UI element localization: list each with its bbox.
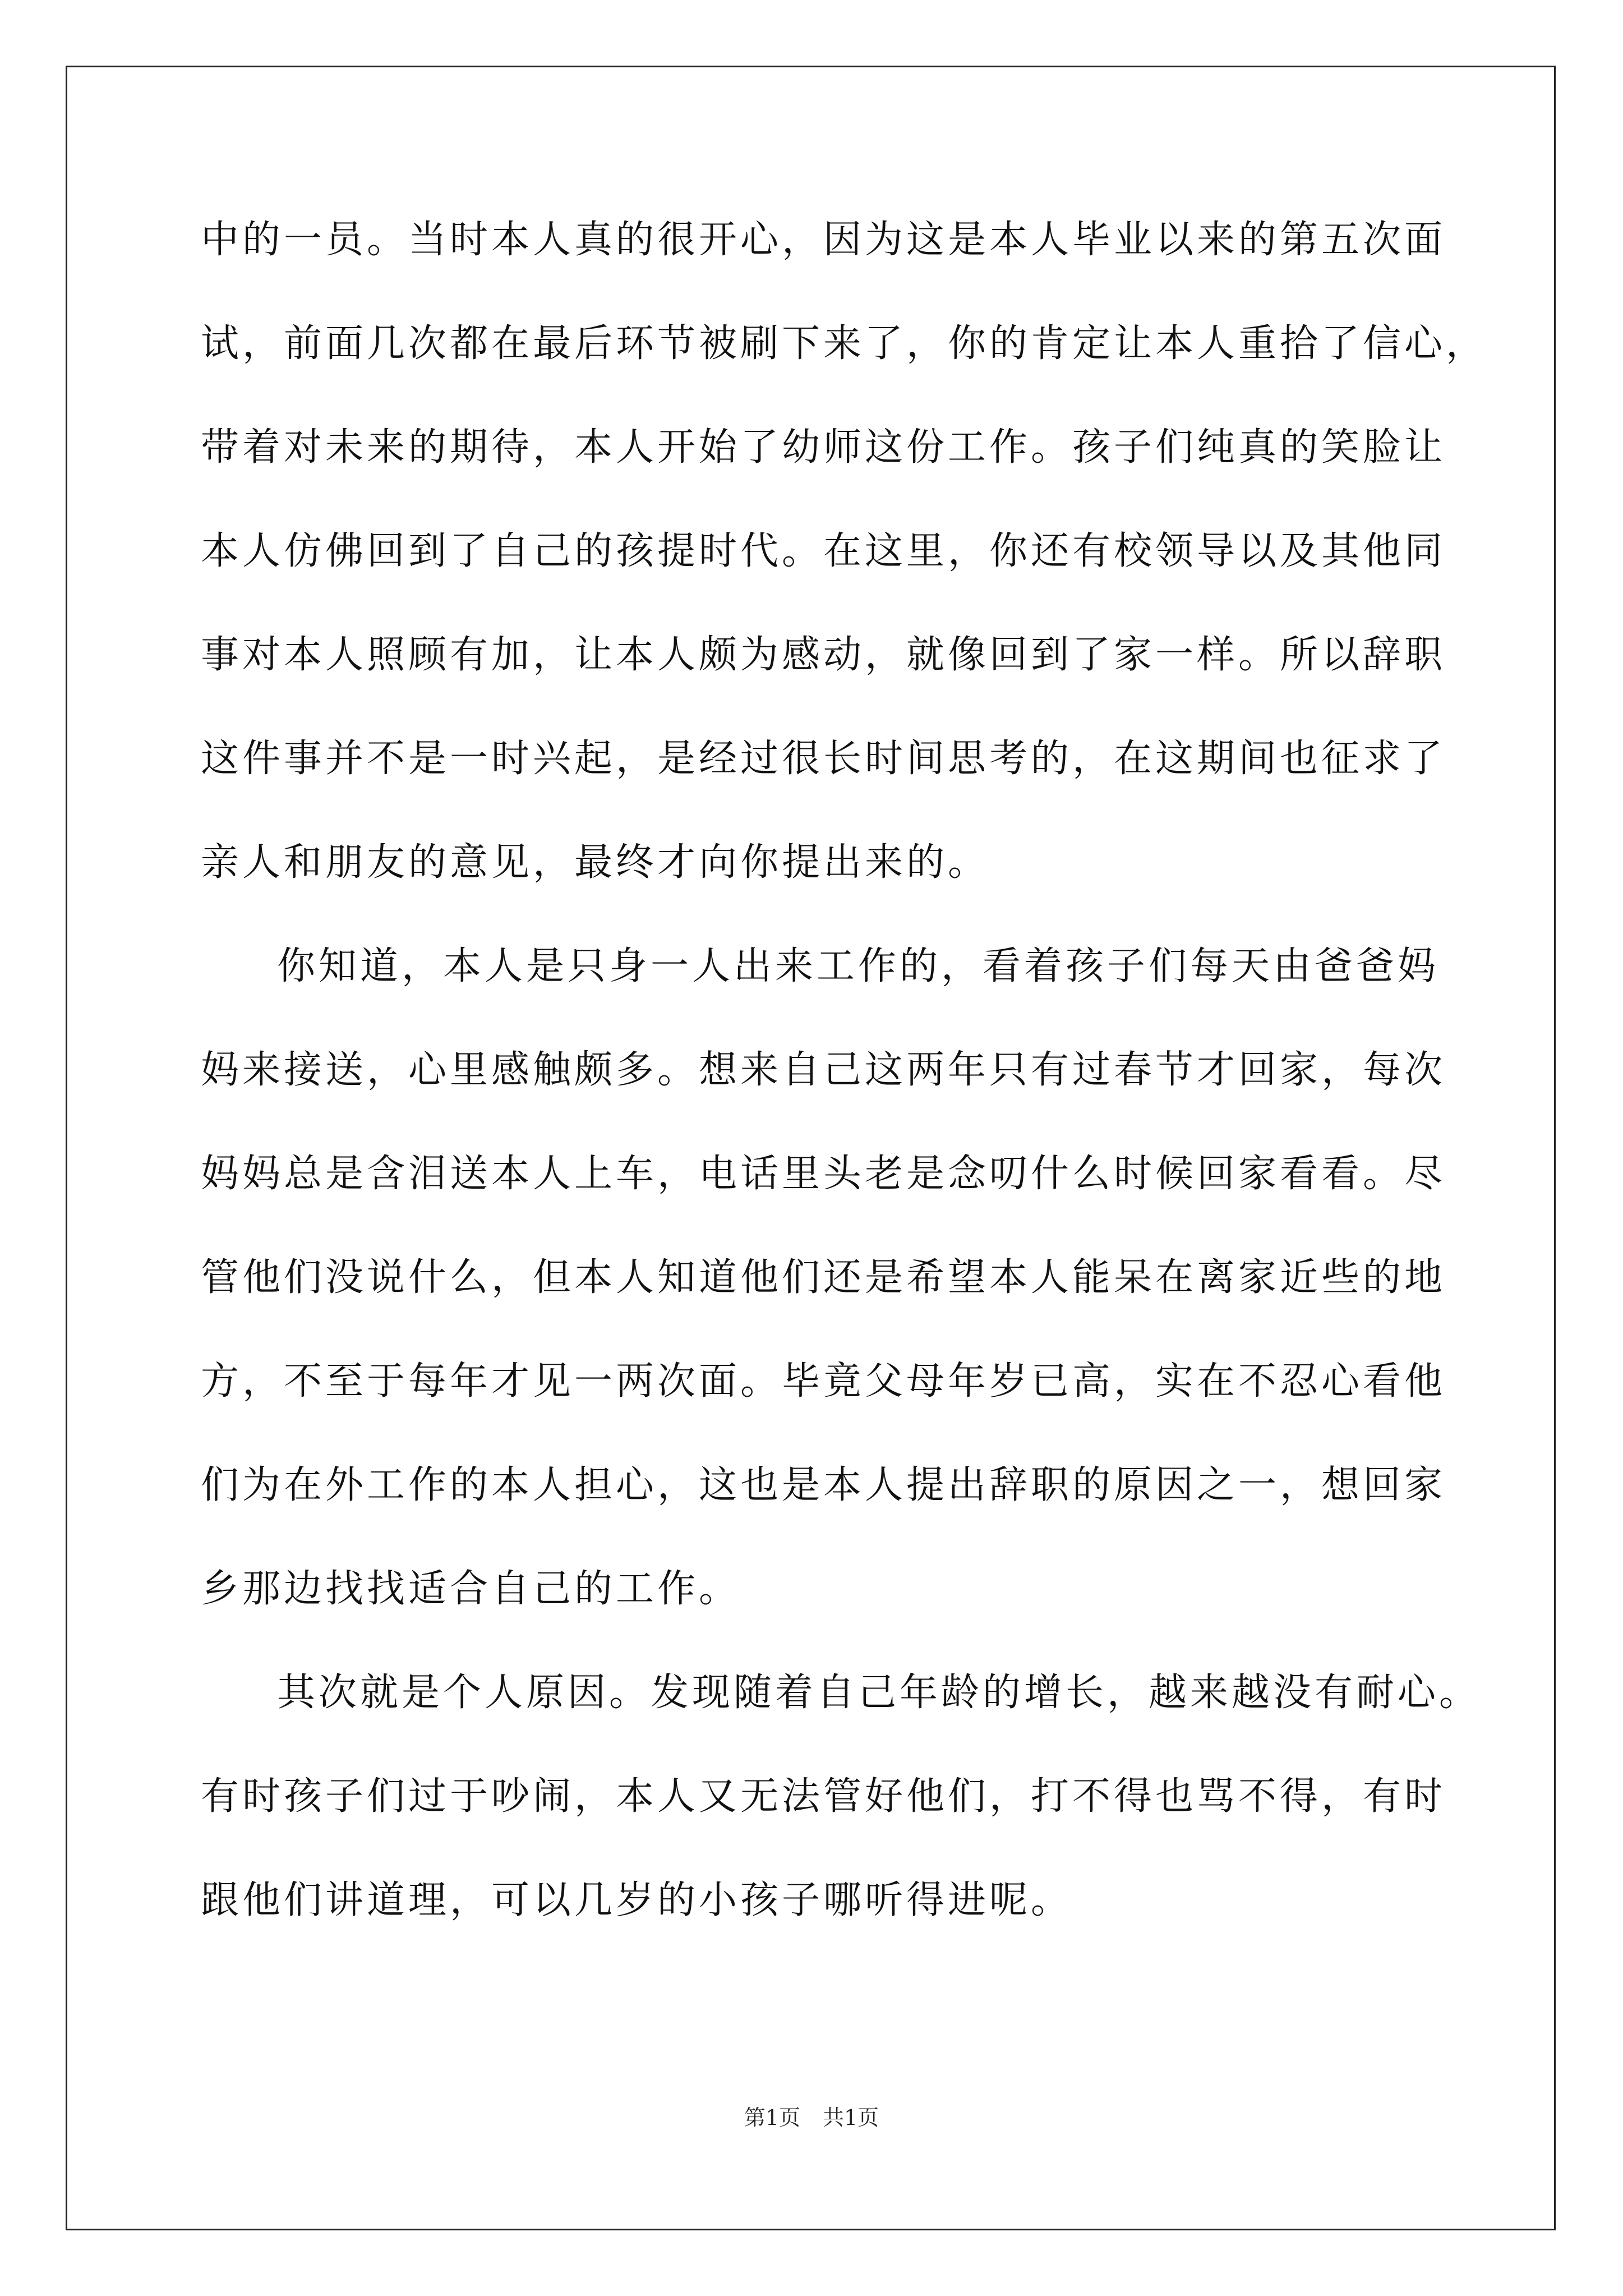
text-line-9: 妈来接送，心里感触颇多。想来自己这两年只有过春节才回家，每次 [201, 1048, 1446, 1092]
text-line-15: 其次就是个人原因。发现随着自己年龄的增长，越来越没有耐心。 [277, 1671, 1481, 1715]
text-line-2: 试，前面几次都在最后环节被刷下来了，你的肯定让本人重拾了信心， [201, 321, 1488, 366]
page-number: 第1页 [744, 2105, 800, 2130]
text-line-7: 亲人和朋友的意见，最终才向你提出来的。 [201, 840, 990, 885]
text-line-13: 们为在外工作的本人担心，这也是本人提出辞职的原因之一，想回家 [201, 1463, 1446, 1507]
page-total: 共1页 [823, 2105, 879, 2130]
text-line-1: 中的一员。当时本人真的很开心，因为这是本人毕业以来的第五次面 [201, 218, 1446, 262]
document-body [201, 218, 1488, 1982]
text-line-3: 带着对未来的期待，本人开始了幼师这份工作。孩子们纯真的笑脸让 [201, 425, 1446, 470]
text-line-5: 事对本人照顾有加，让本人颇为感动，就像回到了家一样。所以辞职 [201, 633, 1446, 677]
text-line-11: 管他们没说什么，但本人知道他们还是希望本人能呆在离家近些的地 [201, 1255, 1446, 1300]
page-footer [0, 2104, 1623, 2132]
text-line-6: 这件事并不是一时兴起，是经过很长时间思考的，在这期间也征求了 [201, 737, 1446, 781]
text-line-14: 乡那边找找适合自己的工作。 [201, 1567, 741, 1611]
text-line-12: 方，不至于每年才见一两次面。毕竟父母年岁已高，实在不忍心看他 [201, 1359, 1446, 1404]
text-line-8: 你知道，本人是只身一人出来工作的，看着孩子们每天由爸爸妈 [277, 944, 1440, 988]
text-line-17: 跟他们讲道理，可以几岁的小孩子哪听得进呢。 [201, 1878, 1073, 1922]
text-line-10: 妈妈总是含泪送本人上车，电话里头老是念叨什么时候回家看看。尽 [201, 1152, 1446, 1196]
text-line-16: 有时孩子们过于吵闹，本人又无法管好他们，打不得也骂不得，有时 [201, 1774, 1446, 1819]
text-line-4: 本人仿佛回到了自己的孩提时代。在这里，你还有校领导以及其他同 [201, 529, 1446, 573]
